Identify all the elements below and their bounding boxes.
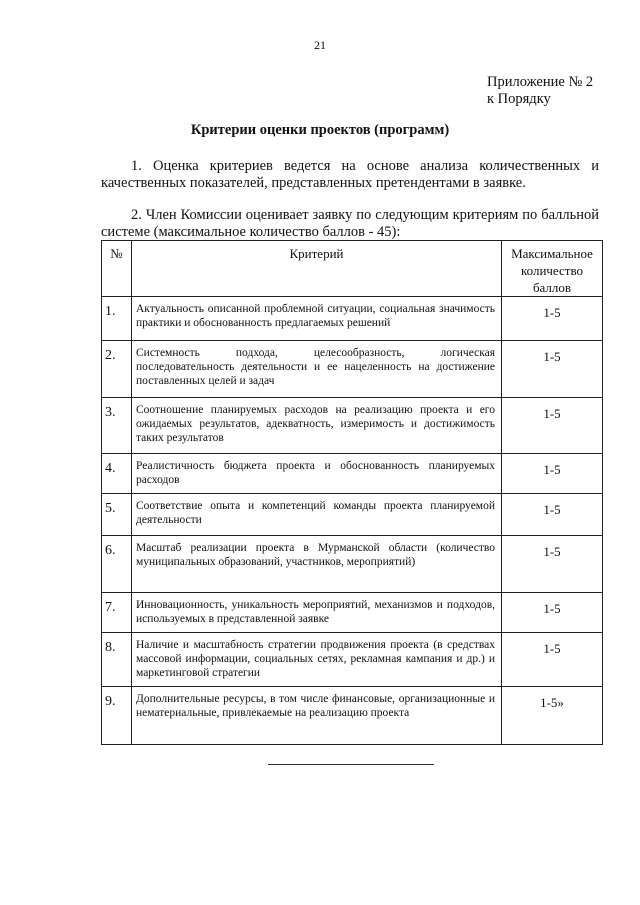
row-criterion: Соотношение планируемых расходов на реализацию проекта и его ожидаемых результатов, адекватность, измеримость и достижимость таких результатов [132,398,502,454]
row-score: 1-5 [502,494,603,536]
row-criterion: Системность подхода, целесообразность, логическая последовательность деятельности и ее нацеленность на достижение поставленных целей и задач [132,341,502,398]
row-number: 3. [102,398,132,454]
row-number: 1. [102,297,132,341]
appendix-line-2: к Порядку [487,91,551,107]
table-row [102,398,603,454]
table-row [102,341,603,398]
appendix-reference [487,74,593,108]
row-number: 4. [102,454,132,494]
row-number: 8. [102,633,132,687]
page-number: 21 [314,38,326,52]
row-criterion: Масштаб реализации проекта в Мурманской области (количество муниципальных образований, участников, мероприятий) [132,536,502,593]
row-score: 1-5 [502,341,603,398]
table-row [102,633,603,687]
header-number: № [102,241,132,297]
row-score: 1-5 [502,593,603,633]
table-row [102,454,603,494]
row-criterion: Актуальность описанной проблемной ситуации, социальная значимость практики и обоснованность предлагаемых решений [132,297,502,341]
row-score: 1-5 [502,297,603,341]
row-number: 2. [102,341,132,398]
row-criterion: Инновационность, уникальность мероприятий, механизмов и подходов, используемых в представленной заявке [132,593,502,633]
header-max-score: Максимальное количество баллов [502,241,603,297]
row-number: 7. [102,593,132,633]
paragraph-2: 2. Член Комиссии оценивает заявку по следующим критериям по балльной системе (максимальное количество баллов - 45): [101,207,599,240]
table-row [102,593,603,633]
criteria-table [101,240,603,745]
table-row [102,687,603,745]
row-score: 1-5 [502,398,603,454]
table-row [102,536,603,593]
row-score: 1-5» [502,687,603,745]
row-criterion: Дополнительные ресурсы, в том числе финансовые, организационные и нематериальные, привлекаемые на реализацию проекта [132,687,502,745]
document-title: Критерии оценки проектов (программ) [190,122,450,138]
end-rule [268,764,434,765]
table-header-row [102,241,603,297]
row-number: 5. [102,494,132,536]
table-row [102,297,603,341]
appendix-line-1: Приложение № 2 [487,74,594,90]
table-row [102,494,603,536]
row-score: 1-5 [502,454,603,494]
row-number: 9. [102,687,132,745]
paragraph-1: 1. Оценка критериев ведется на основе анализа количественных и качественных показателей, представленных претендентами в заявке. [101,158,599,191]
row-score: 1-5 [502,536,603,593]
row-criterion: Наличие и масштабность стратегии продвижения проекта (в средствах массовой информации, социальных сетях, рекламная кампания и др.) и маркетинговой стратегии [132,633,502,687]
row-score: 1-5 [502,633,603,687]
row-criterion: Соответствие опыта и компетенций команды проекта планируемой деятельности [132,494,502,536]
row-number: 6. [102,536,132,593]
row-criterion: Реалистичность бюджета проекта и обоснованность планируемых расходов [132,454,502,494]
header-criterion: Критерий [132,241,502,297]
